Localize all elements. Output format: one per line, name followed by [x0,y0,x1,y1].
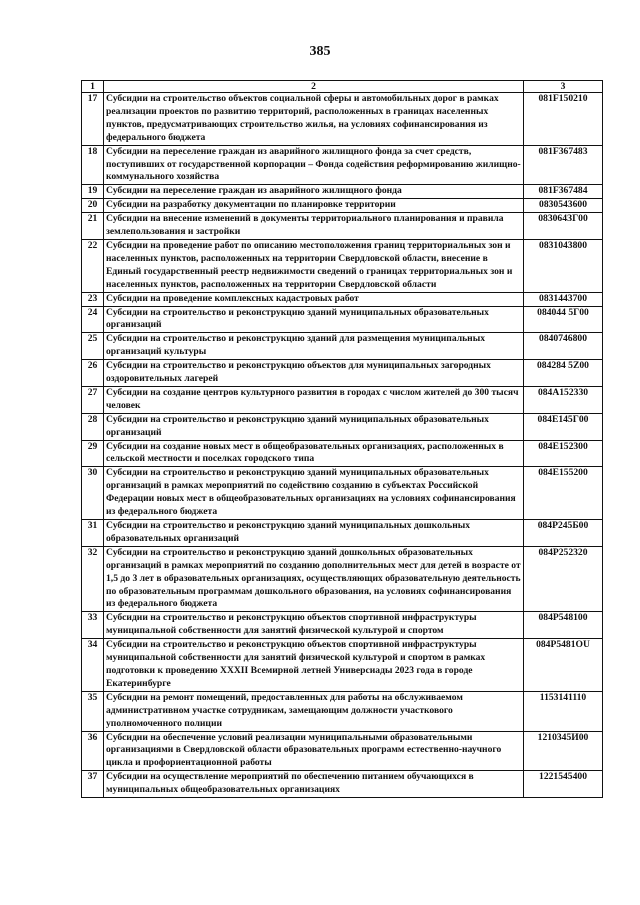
budget-code: 081F367483 [524,145,603,185]
subsidy-name: Субсидии на строительство и реконструкцию объектов спортивной инфраструктуры муниципальной собственности для занятий физической культурой и спортом в рамках подготовки к проведению XXXII Всемирной летней Универсиады 2023 года в городе Екатеринбурге [104,639,524,692]
table-row [82,386,603,413]
budget-code: 084А152330 [524,386,603,413]
budget-code: 081F367484 [524,185,603,199]
budget-code: 1210345И00 [524,731,603,771]
budget-code: 083064ЗГ00 [524,213,603,240]
subsidies-table [81,80,603,798]
subsidy-name: Субсидии на строительство и реконструкцию объектов для муниципальных загородных оздоровительных лагерей [104,360,524,387]
budget-code: 084284 5Z00 [524,360,603,387]
table-row [82,292,603,306]
table-row [82,771,603,798]
row-number: 21 [82,213,104,240]
subsidy-name: Субсидии на создание новых мест в общеобразовательных организациях, расположенных в сельской местности и поселках городского типа [104,440,524,467]
table-row [82,440,603,467]
row-number: 33 [82,612,104,639]
budget-code: 0831043800 [524,239,603,292]
budget-code: 084Р5481ОU [524,639,603,692]
row-number: 24 [82,306,104,333]
row-number: 22 [82,239,104,292]
table-row [82,520,603,547]
row-number: 17 [82,93,104,146]
table-row [82,199,603,213]
subsidy-name: Субсидии на переселение граждан из аварийного жилищного фонда за счет средств, поступивших от государственной корпорации – Фонда содействия реформированию жилищно-коммунального хозяйства [104,145,524,185]
table-body [82,93,603,798]
budget-code: 084044 5Г00 [524,306,603,333]
subsidy-name: Субсидии на осуществление мероприятий по обеспечению питанием обучающихся в муниципальных общеобразовательных организациях [104,771,524,798]
table-header [82,81,603,93]
table-row [82,413,603,440]
budget-code: 081F150210 [524,93,603,146]
subsidy-name: Субсидии на строительство объектов социальной сферы и автомобильных дорог в рамках реализации проектов по развитию территорий, расположенных в границах населенных пунктов, предусматривающих строительство жилья, на условиях софинансирования из федерального бюджета [104,93,524,146]
row-number: 30 [82,467,104,520]
table-row [82,360,603,387]
budget-code: 084Р252320 [524,546,603,612]
row-number: 36 [82,731,104,771]
budget-code: 084Е145Г00 [524,413,603,440]
subsidy-name: Субсидии на проведение работ по описанию местоположения границ территориальных зон и населенных пунктов, расположенных на территории Свердловской области, внесение в Единый государственный реестр недвижимости сведений о границах территориальных зон и населенных пунктов, расположенных на территории Свердловской области [104,239,524,292]
subsidy-name: Субсидии на обеспечение условий реализации муниципальными образовательными организациями в Свердловской области образовательных программ естественно-научного цикла и профориентационной работы [104,731,524,771]
header-col-1: 1 [82,81,104,93]
row-number: 23 [82,292,104,306]
subsidy-name: Субсидии на переселение граждан из аварийного жилищного фонда [104,185,524,199]
subsidy-name: Субсидии на проведение комплексных кадастровых работ [104,292,524,306]
table-row [82,731,603,771]
header-col-3: 3 [524,81,603,93]
subsidy-name: Субсидии на строительство и реконструкцию зданий для размещения муниципальных организаций культуры [104,333,524,360]
budget-code: 084Р245Б00 [524,520,603,547]
table-row [82,467,603,520]
subsidy-name: Субсидии на строительство и реконструкцию зданий муниципальных дошкольных образовательных организаций [104,520,524,547]
budget-code: 1221545400 [524,771,603,798]
row-number: 34 [82,639,104,692]
subsidy-name: Субсидии на строительство и реконструкцию зданий муниципальных образовательных организаций [104,306,524,333]
row-number: 29 [82,440,104,467]
row-number: 20 [82,199,104,213]
table-row [82,333,603,360]
subsidy-name: Субсидии на создание центров культурного развития в городах с числом жителей до 300 тысяч человек [104,386,524,413]
subsidy-name: Субсидии на строительство и реконструкцию объектов спортивной инфраструктуры муниципальной собственности для занятий физической культурой и спортом [104,612,524,639]
row-number: 28 [82,413,104,440]
subsidy-name: Субсидии на строительство и реконструкцию зданий дошкольных образовательных организаций в рамках мероприятий по созданию дополнительных мест для детей в возрасте от 1,5 до 3 лет в образовательных организациях, осуществляющих образовательную деятельность по образовательным программам дошкольного образования, на условиях софинансирования из федерального бюджета [104,546,524,612]
table-row [82,612,603,639]
table-row [82,185,603,199]
row-number: 31 [82,520,104,547]
row-number: 26 [82,360,104,387]
subsidy-name: Субсидии на ремонт помещений, предоставленных для работы на обслуживаемом административном участке сотрудникам, замещающим должности участкового уполномоченного полиции [104,691,524,731]
subsidy-name: Субсидии на разработку документации по планировке территории [104,199,524,213]
row-number: 32 [82,546,104,612]
budget-code: 084Р548100 [524,612,603,639]
table-row [82,306,603,333]
row-number: 19 [82,185,104,199]
table-row [82,213,603,240]
table-row [82,546,603,612]
budget-code: 0831443700 [524,292,603,306]
row-number: 18 [82,145,104,185]
subsidy-name: Субсидии на строительство и реконструкцию зданий муниципальных образовательных организаций в рамках мероприятий по содействию созданию в субъектах Российской Федерации новых мест в общеобразовательных организациях на условиях софинансирования из федерального бюджета [104,467,524,520]
table-row [82,93,603,146]
header-col-2: 2 [104,81,524,93]
table-row [82,239,603,292]
subsidy-name: Субсидии на внесение изменений в документы территориального планирования и правила землепользования и застройки [104,213,524,240]
budget-code: 1153141110 [524,691,603,731]
budget-code: 084Е155200 [524,467,603,520]
page-number: 385 [309,44,331,59]
table-row [82,691,603,731]
row-number: 25 [82,333,104,360]
row-number: 27 [82,386,104,413]
budget-code: 0840746800 [524,333,603,360]
budget-code: 084Е152300 [524,440,603,467]
row-number: 37 [82,771,104,798]
row-number: 35 [82,691,104,731]
budget-code: 0830543600 [524,199,603,213]
subsidy-name: Субсидии на строительство и реконструкцию зданий муниципальных образовательных организаций [104,413,524,440]
table-row [82,639,603,692]
table-row [82,145,603,185]
